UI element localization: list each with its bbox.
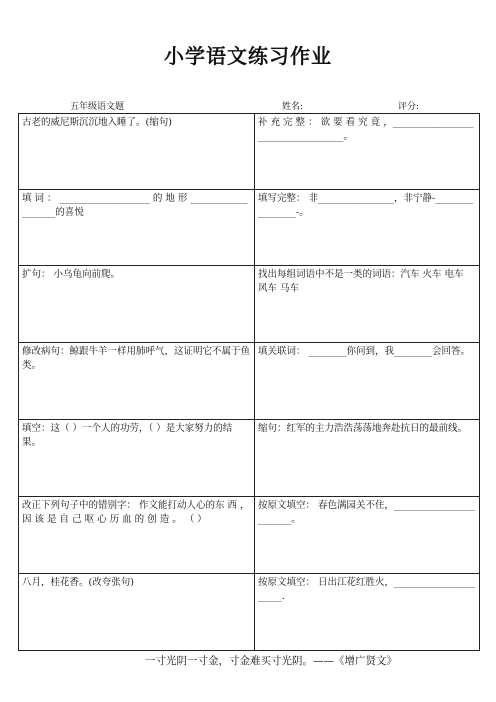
question-cell: 古老的威尼斯沉沉地入睡了。(缩句): [19, 114, 255, 190]
question-cell: 扩句： 小乌龟向前爬。: [19, 266, 255, 343]
grade-label: 五年级语文题: [70, 102, 125, 112]
question-cell: 补 充 完 整 ： 欲 要 看 究 竟 ，___________________________________。: [255, 114, 480, 190]
exercise-table: [18, 113, 480, 651]
score-label: 评分:: [398, 102, 420, 112]
question-cell: 八月，桂花香。(改夸张句): [19, 574, 255, 651]
question-cell: 填空：这（ ）一个人的功劳，（ ）是大家努力的结果。: [19, 420, 255, 497]
table-row: [19, 343, 480, 420]
table-row: [19, 497, 480, 574]
question-cell: 找出每组词语中不是一类的词语：汽车 火车 电车 风车 马车: [255, 266, 480, 343]
name-label: 姓名:: [282, 102, 304, 112]
table-row: [19, 266, 480, 343]
footer-quote: 一寸光阴一寸金，寸金难买寸光阴。——《增广贤文》: [145, 655, 397, 667]
question-cell: 改正下列句子中的错别字： 作文能打动人心的东 西 ， 因 该 是 自 己 呕 心 历 血 的 创 造 。 （ ）: [19, 497, 255, 574]
worksheet-header: [18, 101, 480, 113]
question-cell: 修改病句：鲸跟牛羊一样用肺呼气，这证明它不属于鱼类。: [19, 343, 255, 420]
table-row: [19, 190, 480, 266]
question-cell: 填写完整： 非________________，非宁静-________________-。: [255, 190, 480, 266]
page-title: 小学语文练习作业: [164, 44, 332, 68]
question-cell: 缩句：红军的主力浩浩荡荡地奔赴抗日的最前线。: [255, 420, 480, 497]
question-cell: 按原文填空： 日出江花红胜火，______________________.: [255, 574, 480, 651]
table-row: [19, 574, 480, 651]
question-cell: 填关联词： ________你问到，我________会回答。: [255, 343, 480, 420]
question-cell: 填 词 ： ___________________ 的 地 形 ___________________的喜悦: [19, 190, 255, 266]
table-row: [19, 420, 480, 497]
table-row: [19, 114, 480, 190]
question-cell: 按原文填空： 春色满园关不住，________________________。: [255, 497, 480, 574]
